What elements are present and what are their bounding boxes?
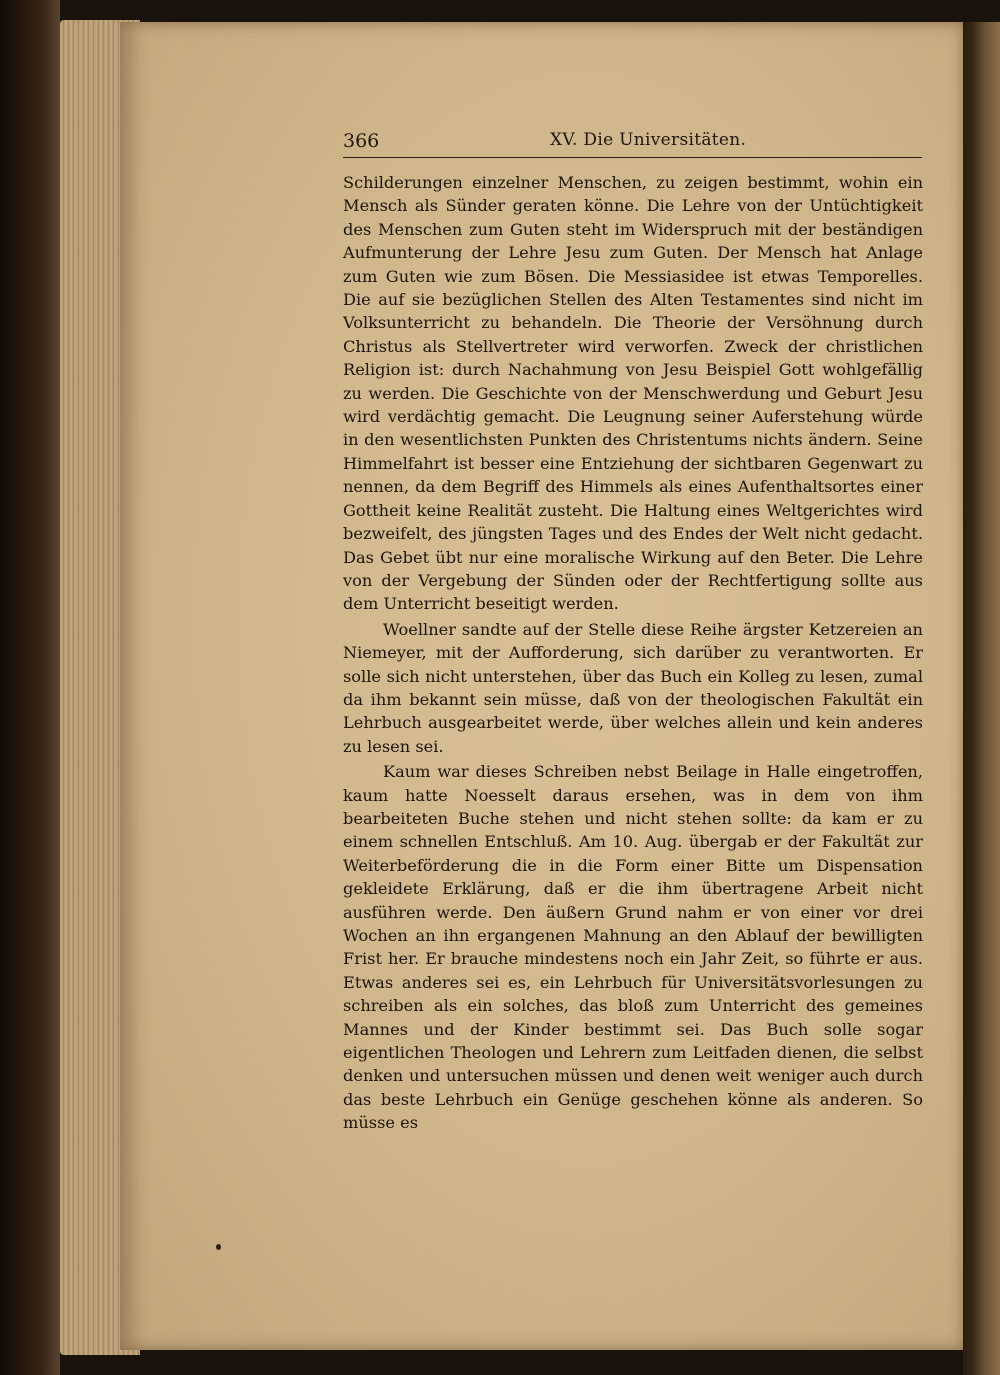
body-text (343, 171, 923, 1137)
running-head: XV. Die Universitäten. (550, 130, 747, 150)
page-header (343, 128, 923, 158)
paragraph-1: Schilderungen einzelner Menschen, zu zeigen bestimmt, wohin ein Mensch als Sünder geraten könne. Die Lehre von der Untüchtigkeit des Menschen zum Guten steht im Widerspruch mit der beständigen Aufmunterung der Lehre Jesu zum Guten. Der Mensch hat Anlage zum Guten wie zum Bösen. Die Messiasidee ist etwas Temporelles. Die auf sie bezüglichen Stellen des Alten Testamentes sind nicht im Volksunterricht zu behandeln. Die Theorie der Versöhnung durch Christus als Stellvertreter wird verworfen. Zweck der christlichen Religion ist: durch Nachahmung von Jesu Beispiel Gott wohlgefällig zu werden. Die Geschichte von der Menschwerdung und Geburt Jesu wird verdächtig gemacht. Die Leugnung seiner Auferstehung würde in den wesentlichsten Punkten des Christentums nichts ändern. Seine Himmelfahrt ist besser eine Entziehung der sichtbaren Gegenwart zu nennen, da dem Begriff des Himmels als eines Aufenthaltsortes einer Gottheit keine Realität zusteht. Die Haltung eines Weltgerichtes wird bezweifelt, des jüngsten Tages und des Endes der Welt nicht gedacht. Das Gebet übt nur eine moralische Wirkung auf den Beter. Die Lehre von der Vergebung der Sünden oder der Rechtfertigung sollte aus dem Unterricht beseitigt werden. (343, 173, 923, 614)
facing-page-edge (963, 22, 1000, 1375)
book-binding (0, 0, 60, 1375)
header-rule (343, 157, 922, 158)
paragraph-2: Woellner sandte auf der Stelle diese Reihe ärgster Ketzereien an Niemeyer, mit der Aufforderung, sich darüber zu verantworten. Er solle sich nicht unterstehen, über das Buch ein Kolleg zu lesen, zumal da ihm bekannt sein müsse, daß von der theologischen Fakultät ein Lehrbuch ausgearbeitet werde, über welches allein und kein anderes zu lesen sei. (343, 619, 923, 756)
paragraph-3: Kaum war dieses Schreiben nebst Beilage in Halle eingetroffen, kaum hatte Noesselt daraus ersehen, was in dem von ihm bearbeiteten Buche stehen und nicht stehen sollte: da kam er zu einem schnellen Entschluß. Am 10. Aug. übergab er der Fakultät zur Weiterbeförderung die in die Form einer Bitte um Dispensation gekleidete Erklärung, daß er die ihm übertragene Arbeit nicht ausführen werde. Den äußern Grund nahm er von einer vor drei Wochen an ihn ergangenen Mahnung an den Ablauf der bewilligten Frist her. Er brauche mindestens noch ein Jahr Zeit, so führte er aus. Etwas anderes sei es, ein Lehrbuch für Universitätsvorlesungen zu schreiben als ein solches, das bloß zum Unterricht des gemeines Mannes und der Kinder bestimmt sei. Das Buch solle sogar eigentlichen Theologen und Lehrern zum Leitfaden dienen, die selbst denken und untersuchen müssen und denen weit weniger auch durch das beste Lehrbuch ein Genüge geschehen könne als anderen. So müsse es (343, 762, 923, 1133)
page-number: 366 (343, 130, 380, 152)
ink-spot (216, 1244, 221, 1250)
